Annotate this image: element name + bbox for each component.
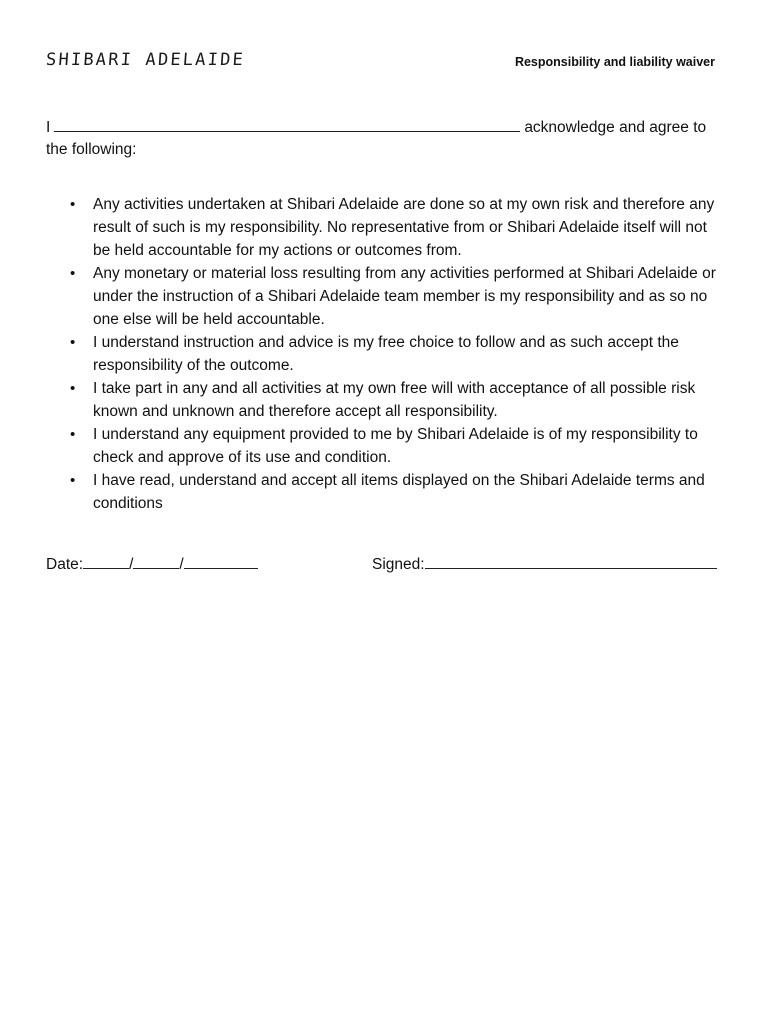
signed-label: Signed: (372, 556, 425, 573)
term-text: Any activities undertaken at Shibari Adelaide are done so at my own risk and therefore any result of such is my responsibility. No representative from or Shibari Adelaide itself will not be held accountable for my actions or outcomes from. (93, 196, 715, 259)
intro-suffix: acknowledge and agree to the following: (46, 119, 707, 158)
intro-prefix: I (46, 119, 51, 136)
term-text: I have read, understand and accept all items displayed on the Shibari Adelaide terms and conditions (93, 472, 705, 512)
bullet-icon: • (70, 380, 76, 397)
name-blank-field[interactable] (54, 117, 520, 132)
intro-statement (46, 117, 726, 161)
list-item (46, 377, 726, 423)
list-item (46, 331, 726, 377)
date-year-field[interactable] (184, 554, 258, 569)
bullet-icon: • (70, 426, 76, 443)
bullet-icon: • (70, 265, 76, 282)
list-item (46, 469, 726, 515)
list-item (46, 262, 726, 331)
date-section (46, 554, 258, 576)
date-separator: / (179, 556, 184, 573)
term-text: I understand any equipment provided to me by Shibari Adelaide is of my responsibility to check and approve of its use and condition. (93, 426, 698, 466)
list-item (46, 423, 726, 469)
list-item (46, 193, 726, 262)
document-title: Responsibility and liability waiver (514, 55, 715, 69)
signature-field[interactable] (425, 554, 717, 569)
logo: SHIBARI ADELAIDE (45, 50, 246, 70)
signed-section (372, 554, 717, 576)
bullet-icon: • (70, 472, 76, 489)
term-text: Any monetary or material loss resulting from any activities performed at Shibari Adelaide or under the instruction of a Shibari Adelaide team member is my responsibility and as so no one else will be held accountable. (93, 265, 716, 328)
term-text: I understand instruction and advice is my free choice to follow and as such accept the responsibility of the outcome. (93, 334, 679, 374)
term-text: I take part in any and all activities at my own free will with acceptance of all possible risk known and unknown and therefore accept all responsibility. (93, 380, 696, 420)
date-separator: / (129, 556, 134, 573)
bullet-icon: • (70, 334, 76, 351)
date-label: Date: (46, 556, 84, 573)
bullet-icon: • (70, 196, 76, 213)
date-month-field[interactable] (133, 554, 179, 569)
date-day-field[interactable] (83, 554, 129, 569)
terms-list (46, 193, 726, 515)
